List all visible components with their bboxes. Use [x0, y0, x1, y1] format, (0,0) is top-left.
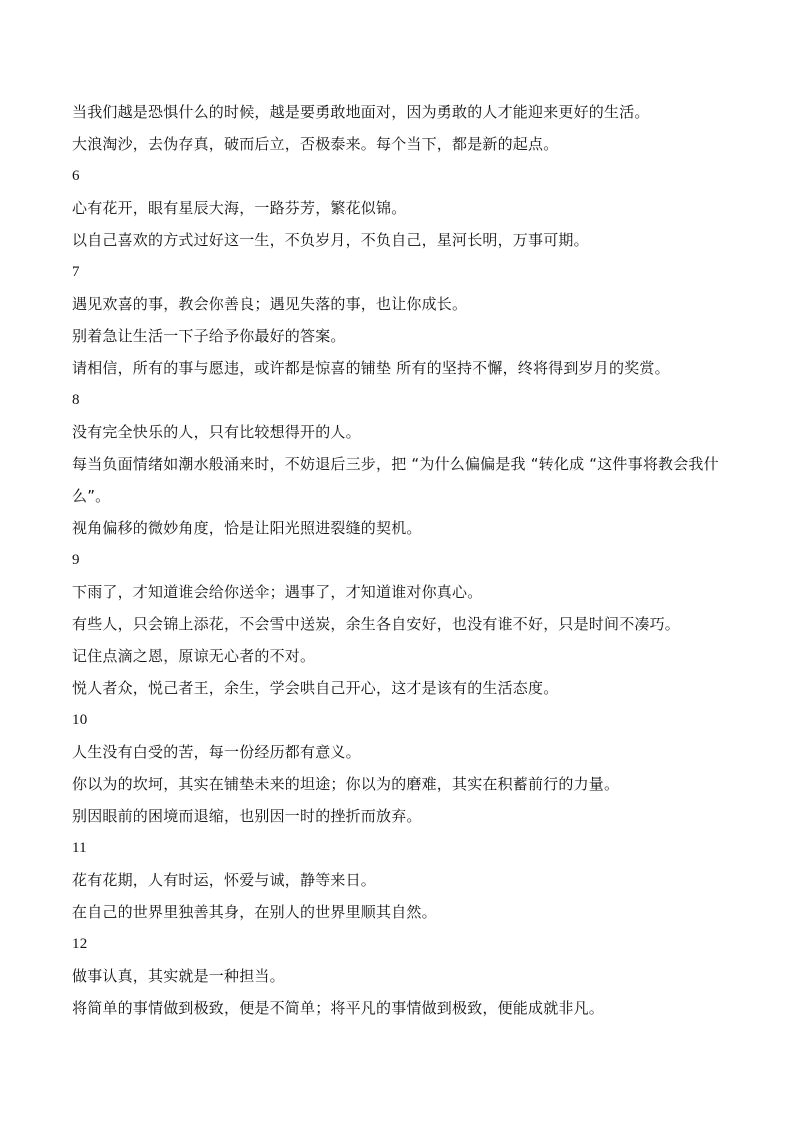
section-number: 12	[72, 936, 88, 952]
paragraph-line: 没有完全快乐的人，只有比较想得开的人。	[72, 423, 361, 441]
paragraph-line: 你以为的坎坷，其实在铺垫未来的坦途；你以为的磨难，其实在积蓄前行的力量。	[72, 775, 620, 793]
section-number: 8	[72, 392, 80, 408]
paragraph-line: 视角偏移的微妙角度，恰是让阳光照进裂缝的契机。	[72, 519, 422, 537]
paragraph-line: 有些人，只会锦上添花，不会雪中送炭，余生各自安好，也没有谁不好，只是时间不凑巧。	[72, 615, 681, 633]
section-number: 6	[72, 168, 80, 184]
paragraph-line: 请相信，所有的事与愿违，或许都是惊喜的铺垫 所有的坚持不懈，终将得到岁月的奖赏。	[72, 359, 670, 377]
paragraph-line: 花有花期，人有时运，怀爱与诚，静等来日。	[72, 871, 377, 889]
paragraph-line: 心有花开，眼有星辰大海，一路芬芳，繁花似锦。	[72, 199, 407, 217]
paragraph-line: 记住点滴之恩，原谅无心者的不对。	[72, 647, 316, 665]
paragraph-line: 别因眼前的困境而退缩，也别因一时的挫折而放弃。	[72, 807, 422, 825]
paragraph-line: 每当负面情绪如潮水般涌来时，不妨退后三步，把 “为什么偏偏是我 “转化成 “这件事将教会我什么”。	[72, 455, 719, 505]
paragraph-line: 当我们越是恐惧什么的时候，越是要勇敢地面对，因为勇敢的人才能迎来更好的生活。	[72, 103, 650, 121]
paragraph-line: 大浪淘沙，去伪存真，破而后立，否极泰来。每个当下，都是新的起点。	[72, 135, 559, 153]
paragraph-line: 人生没有白受的苦，每一份经历都有意义。	[72, 743, 361, 761]
paragraph-line: 做事认真，其实就是一种担当。	[72, 967, 285, 985]
paragraph-line: 将简单的事情做到极致，便是不简单；将平凡的事情做到极致，便能成就非凡。	[72, 999, 605, 1017]
section-number: 9	[72, 552, 80, 568]
section-number: 10	[72, 712, 88, 728]
paragraph-line: 悦人者众，悦己者王，余生，学会哄自己开心，这才是该有的生活态度。	[72, 679, 559, 697]
document-body	[72, 96, 732, 1024]
paragraph-line: 别着急让生活一下子给予你最好的答案。	[72, 327, 346, 345]
paragraph-line: 以自己喜欢的方式过好这一生，不负岁月，不负自己，星河长明，万事可期。	[72, 231, 589, 249]
section-number: 11	[72, 840, 87, 856]
paragraph-line: 遇见欢喜的事，教会你善良；遇见失落的事，也让你成长。	[72, 295, 468, 313]
section-number: 7	[72, 264, 80, 280]
paragraph-line: 下雨了，才知道谁会给你送伞；遇事了，才知道谁对你真心。	[72, 583, 483, 601]
paragraph-line: 在自己的世界里独善其身，在别人的世界里顺其自然。	[72, 903, 437, 921]
